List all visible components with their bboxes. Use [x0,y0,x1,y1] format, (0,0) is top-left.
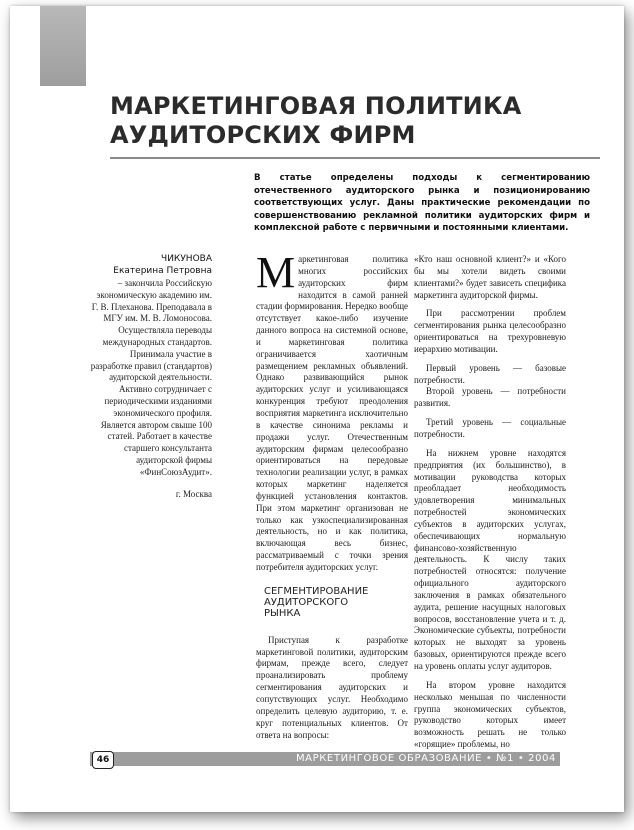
author-city: г. Москва [175,488,212,499]
running-footer-title: МАРКЕТИНГОВОЕ ОБРАЗОВАНИЕ • №1 • 2004 [295,753,556,764]
paragraph-text: аркетинговая политика многих российских аудиторских фирм находится в самой ранней стадии формирования. Нередко вообще отсутствует какое-либо изучение данного вопроса на системной основе, и маркетинговая политика ограничивается хаотичным размещением рекламных объявлений. Однако развивающийся рынок аудиторских услуг и усиливающаяся конкуренция требуют преодоления восприятия маркетинга исключительно в качестве синонима рекламы и продажи услуг. Отечественным аудиторским фирмам целесообразно ориентироваться на передовые технологии реализации услуг, в рамках которых маркетинг наделяется функцией установления контактов. При этом маркетинг организован не только как узкоспециализированная деятельность, но и как политика, включающая весь бизнес, рассматриваемый с точки зрения потребителя аудиторских услуг. [256,254,408,572]
author-bio: – закончила Российскую экономическую академию им. Г. В. Плеханова. Преподавала в МГУ им. М. В. Ломоносова. Осуществляла переводы международных стандартов. Принимала участие в разработке правил (стандартов) аудиторской деятельности. Активно сотрудничает с периодическими изданиями экономического профиля. Является автором свыше 100 статей. Работает в качестве старшего консультанта аудиторской фирмы «ФинСоюзАудит». [90,278,212,477]
text-column-2 [414,254,566,751]
section-heading-line-1: СЕГМЕНТИРОВАНИЕ [264,585,369,597]
text-column-1 [256,248,408,741]
article-title [110,92,610,150]
title-line-2: АУДИТОРСКИХ ФИРМ [110,121,416,149]
author-name [88,254,212,277]
author-given-names: Екатерина Петровна [113,265,212,276]
author-sidebar [88,254,212,500]
paragraph: При рассмотрении проблем сегментирования рынка целесообразно ориентироваться на трехуровневую иерархию мотивации. [414,308,566,354]
section-heading-line-2: АУДИТОРСКОГО [264,596,349,608]
paragraph [256,248,408,574]
paragraph: «Кто наш основной клиент?» и «Кого бы мы хотели видеть своими клиентами?» будет зависеть специфика маркетинга аудиторской фирмы. [414,254,566,300]
title-divider [110,157,600,159]
title-line-1: МАРКЕТИНГОВАЯ ПОЛИТИКА [110,92,522,120]
page-number: 46 [92,751,114,769]
author-surname: ЧИКУНОВА [161,254,212,264]
drop-cap: М [256,248,296,297]
paragraph: Первый уровень — базовые потребности. [414,362,566,385]
paragraph: Третий уровень — социальные потребности. [414,417,566,439]
section-heading [264,586,408,619]
paragraph: На втором уровне находится несколько меньшая по численности группа экономических субъектов, руководство которых имеет возможность решать не только «горящие» проблемы, но [414,679,566,750]
article-lead: В статье определены подходы к сегментированию отечественного аудиторского рынка и позиционированию соответствующих услуг. Даны практические рекомендации по совершенствованию рекламной политики аудиторских фирм и комплексной работе с первичными и постоянными клиентами. [254,173,590,234]
corner-tab-decoration [40,6,86,86]
paragraph: Второй уровень — потребности развития. [414,386,566,409]
section-heading-line-3: РЫНКА [264,607,301,619]
paragraph: Приступая к разработке маркетинговой политики, аудиторским фирмам, прежде всего, следует проанализировать проблему сегментирования аудиторских и сопутствующих услуг. Необходимо определить целевую аудиторию, т. е. круг потенциальных клиентов. От ответа на вопросы: [256,634,408,740]
paragraph: На нижнем уровне находятся предприятия (их большинство), в мотивации руководства которых преобладает необходимость удовлетворения минимальных потребностей экономических субъектов в аудиторских услугах, обеспечивающих нормальную финансово-хозяйственную деятельность. К числу таких потребностей относятся: получение официального аудиторского заключения в рамках обязательного аудита, решение насущных налоговых вопросов, восстановление учета и т. д. Экономические субъекты, потребности которых не выходят за уровень базовых, ориентируются прежде всего на уровень оплаты услуг аудиторов. [414,447,566,671]
